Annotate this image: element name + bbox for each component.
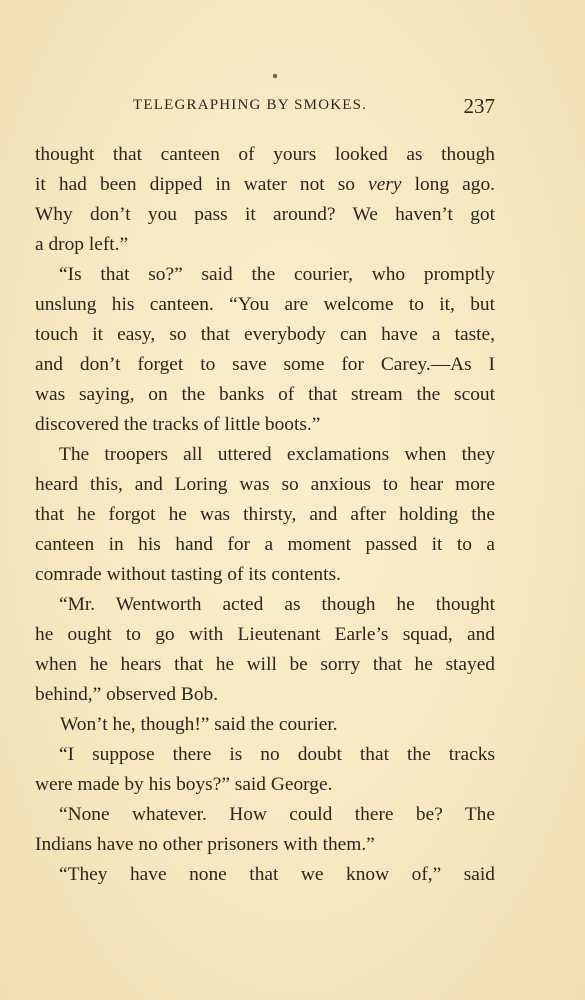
- text-line: Why don’t you pass it around? We haven’t got: [35, 204, 495, 225]
- text-line: discovered the tracks of little boots.”: [35, 414, 321, 435]
- text-line: Indians have no other prisoners with them.”: [35, 834, 375, 855]
- text-line: he ought to go with Lieutenant Earle’s squad, and: [35, 624, 495, 645]
- text-line: “Is that so?” said the courier, who promptly: [59, 264, 495, 285]
- text-line: “They have none that we know of,” said: [59, 864, 495, 885]
- text-line: canteen in his hand for a moment passed it to a: [35, 534, 495, 555]
- body-text: [35, 140, 495, 890]
- text-line: were made by his boys?” said George.: [35, 774, 333, 795]
- text-line: The troopers all uttered exclamations when they: [59, 444, 495, 465]
- text-line: Won’t he, though!” said the courier.: [60, 714, 338, 735]
- text-line: “None whatever. How could there be? The: [59, 804, 495, 825]
- text-line: was saying, on the banks of that stream the scout: [35, 384, 495, 405]
- text-line: “Mr. Wentworth acted as though he thought: [59, 594, 495, 615]
- text-line: a drop left.”: [35, 234, 129, 255]
- running-head: TELEGRAPHING BY SMOKES.: [133, 97, 368, 113]
- text-line: heard this, and Loring was so anxious to hear more: [35, 474, 495, 495]
- text-line: it had been dipped in water not so very long ago.: [35, 174, 495, 195]
- text-line: thought that canteen of yours looked as though: [35, 144, 495, 165]
- page-header: [36, 94, 495, 120]
- text-line: “I suppose there is no doubt that the tracks: [59, 744, 495, 765]
- text-line: touch it easy, so that everybody can have a taste,: [35, 324, 495, 345]
- text-line: when he hears that he will be sorry that he stayed: [35, 654, 495, 675]
- page-number: 237: [463, 94, 495, 118]
- text-line: unslung his canteen. “You are welcome to it, but: [35, 294, 495, 315]
- text-line: comrade without tasting of its contents.: [35, 564, 341, 585]
- text-line: and don’t forget to save some for Carey.—As I: [35, 354, 495, 375]
- ink-speck: [272, 73, 277, 78]
- text-line: behind,” observed Bob.: [35, 684, 219, 705]
- text-line: that he forgot he was thirsty, and after holding the: [35, 504, 495, 525]
